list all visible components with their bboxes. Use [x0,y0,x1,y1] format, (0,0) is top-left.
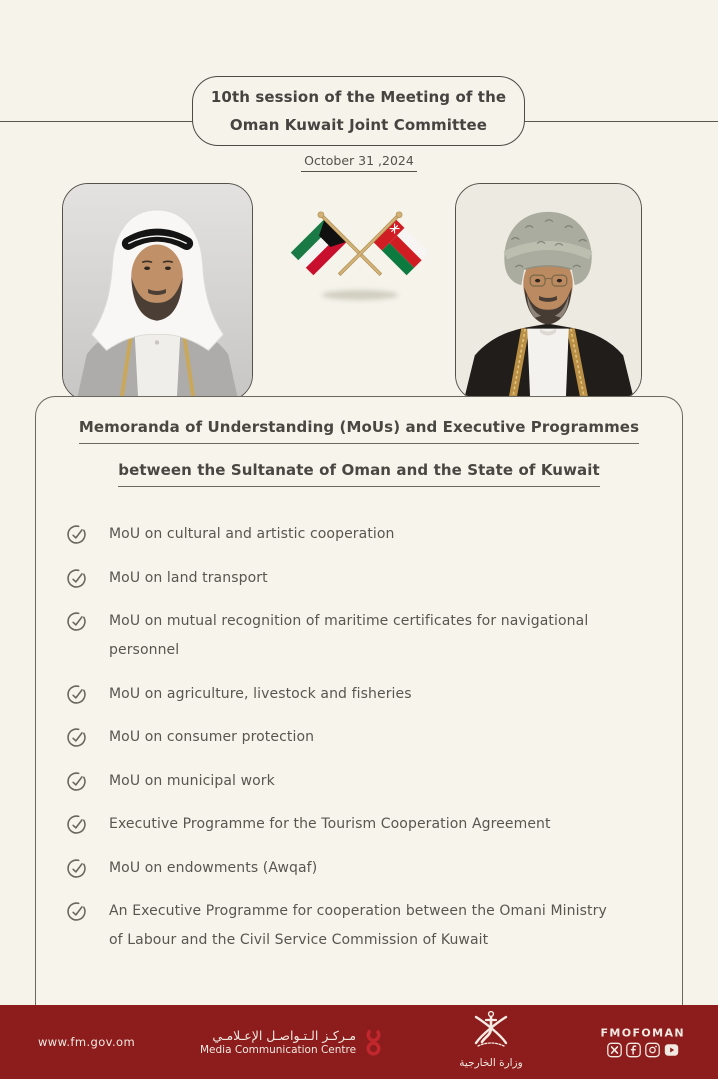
title-line-1: 10th session of the Meeting of the [210,88,507,106]
title-line-2: Oman Kuwait Joint Committee [229,116,488,134]
check-icon [67,685,86,704]
kuwait-minister-illustration [63,184,252,400]
social-block [600,1027,685,1058]
check-icon [67,525,86,544]
oman-national-emblem-icon [468,1010,514,1052]
list-item-text: MoU on mutual recognition of maritime certificates for navigational personnel [109,613,589,658]
instagram-icon [645,1043,660,1058]
facebook-icon [626,1043,641,1058]
list-item [67,564,682,593]
list-item [67,520,682,549]
list-item [67,767,682,796]
list-item [67,854,682,883]
kuwait-minister-photo [62,183,253,401]
list-item [67,607,682,665]
list-item-text: MoU on cultural and artistic cooperation [109,526,395,542]
list-item [67,680,682,709]
x-icon [607,1043,622,1058]
check-icon [67,728,86,747]
title-box [192,76,525,146]
list-item [67,810,682,839]
list-item-text: An Executive Programme for cooperation between the Omani Ministry of Labour and the Civil Service Commission of Kuwait [109,903,607,948]
list-item-text: MoU on municipal work [109,772,275,789]
list-item [67,723,682,752]
mou-list [36,520,682,955]
check-icon [67,612,86,631]
social-handle: FMOFOMAN [600,1026,685,1040]
check-icon [67,815,86,834]
media-communication-centre-logo [200,1027,382,1057]
mou-heading-line-2: between the Sultanate of Oman and the State of Kuwait [36,460,682,487]
event-date: October 31 ,2024 [0,150,718,172]
list-item-text: MoU on land transport [109,569,268,586]
check-icon [67,772,86,791]
list-item-text: Executive Programme for the Tourism Cooperation Agreement [109,816,551,832]
check-icon [67,902,86,921]
list-item-text: MoU on endowments (Awqaf) [109,859,318,876]
check-icon [67,859,86,878]
flags-shadow [322,290,398,300]
list-item-text: MoU on consumer protection [109,729,315,745]
list-item [67,897,682,955]
crossed-flags [280,196,440,308]
website-url: www.fm.gov.om [38,1035,136,1049]
mcc-arabic-label: مـركـز الـتـواصـل الإعـلامـي [212,1027,357,1043]
social-icons-row [600,1043,685,1058]
check-icon [67,569,86,588]
mou-heading-line-1: Memoranda of Understanding (MoUs) and Executive Programmes [36,417,682,444]
ministry-emblem [445,1010,537,1069]
oman-minister-photo [455,183,642,401]
mcc-english-label: Media Communication Centre [200,1043,357,1056]
mcc-text [200,1028,356,1057]
mcc-logo-icon [365,1027,382,1057]
youtube-icon [664,1043,679,1058]
mou-section [35,396,683,1005]
list-item-text: MoU on agriculture, livestock and fisheries [109,685,412,702]
footer-bar [0,1005,718,1079]
oman-minister-illustration [456,184,641,400]
ministry-arabic-label: وزارة الخارجية [459,1057,523,1069]
